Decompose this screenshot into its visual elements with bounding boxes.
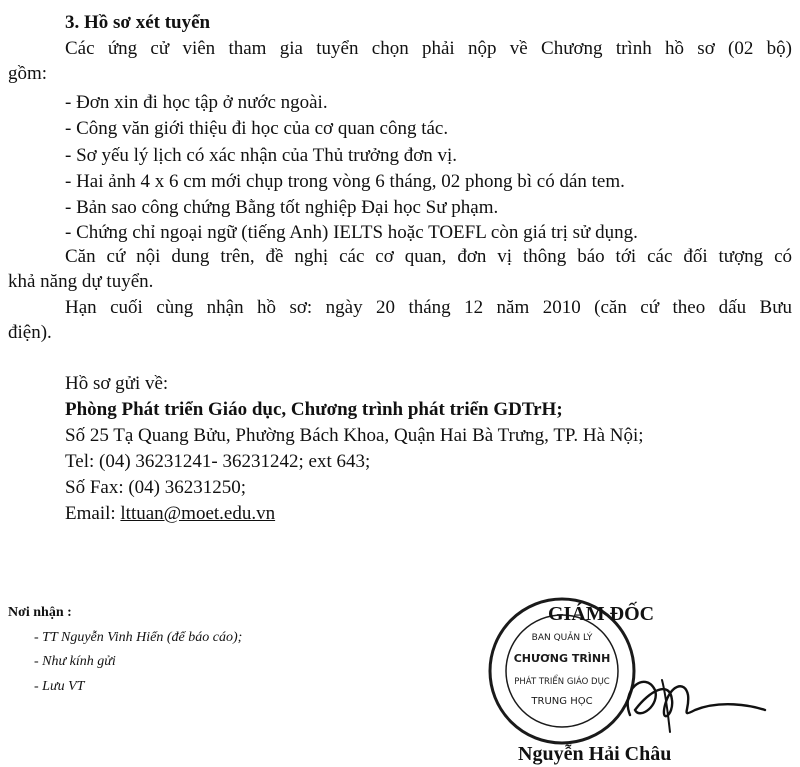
- handwritten-signature: [600, 660, 770, 740]
- section-title: 3. Hồ sơ xét tuyển: [65, 12, 211, 33]
- email-link[interactable]: lttuan@moet.edu.vn: [120, 503, 276, 524]
- requirement-item: - Công văn giới thiệu đi học của cơ quan công tác.: [65, 118, 449, 139]
- signer-title: GIÁM ĐỐC: [548, 603, 655, 625]
- office-tel: Tel: (04) 36231241- 36231242; ext 643;: [65, 451, 371, 472]
- deadline-line-1: Hạn cuối cùng nhận hồ sơ: ngày 20 tháng 12 năm 2010 (căn cứ theo dấu Bưu: [65, 297, 792, 318]
- requirement-item: - Chứng chỉ ngoại ngữ (tiếng Anh) IELTS hoặc TOEFL còn giá trị sử dụng.: [65, 222, 638, 243]
- notice-line-2: khả năng dự tuyển.: [8, 271, 154, 292]
- deadline-line-2: điện).: [8, 322, 52, 343]
- office-name: Phòng Phát triển Giáo dục, Chương trình phát triển GDTrH;: [65, 399, 563, 420]
- requirement-item: - Đơn xin đi học tập ở nước ngoài.: [65, 92, 328, 113]
- requirement-item: - Sơ yếu lý lịch có xác nhận của Thủ trưởng đơn vị.: [65, 145, 458, 166]
- intro-line-2: gồm:: [8, 63, 48, 84]
- office-email-row: [65, 503, 275, 525]
- stamp-line: PHÁT TRIỂN GIÁO DỤC: [514, 677, 610, 687]
- stamp-line: TRUNG HỌC: [531, 696, 593, 707]
- notice-line-1: Căn cứ nội dung trên, đề nghị các cơ quan, đơn vị thông báo tới các đối tượng có: [65, 246, 792, 267]
- email-label: Email:: [65, 503, 121, 524]
- recipient-item: - Như kính gửi: [34, 654, 116, 669]
- recipient-item: - Lưu VT: [34, 679, 85, 694]
- send-to-label: Hồ sơ gửi về:: [65, 373, 169, 394]
- requirement-item: - Hai ảnh 4 x 6 cm mới chụp trong vòng 6 tháng, 02 phong bì có dán tem.: [65, 171, 625, 192]
- recipient-item: - TT Nguyễn Vinh Hiển (để báo cáo);: [34, 630, 243, 645]
- recipients-label: Nơi nhận :: [8, 605, 72, 620]
- stamp-line: BAN QUẢN LÝ: [531, 633, 593, 643]
- signer-name: Nguyễn Hải Châu: [518, 743, 672, 765]
- intro-line-1: Các ứng cử viên tham gia tuyển chọn phải nộp về Chương trình hồ sơ (02 bộ): [65, 38, 792, 59]
- office-fax: Số Fax: (04) 36231250;: [65, 477, 247, 498]
- office-address: Số 25 Tạ Quang Bửu, Phường Bách Khoa, Quận Hai Bà Trưng, TP. Hà Nội;: [65, 425, 644, 446]
- stamp-line: CHƯƠNG TRÌNH: [513, 652, 611, 665]
- requirement-item: - Bản sao công chứng Bằng tốt nghiệp Đại học Sư phạm.: [65, 197, 499, 218]
